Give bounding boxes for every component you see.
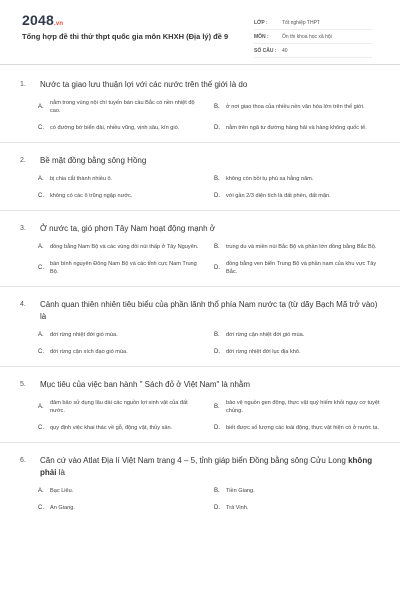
meta-value: Tốt nghiệp THPT bbox=[282, 19, 320, 26]
question-text: Ở nước ta, gió phơn Tây Nam hoạt động mạnh ở bbox=[40, 224, 216, 233]
option-letter: A. bbox=[38, 332, 44, 338]
header bbox=[0, 0, 400, 65]
option-text: nằm trong vùng nội chí tuyến bán cầu Bắc có nền nhiệt độ cao. bbox=[50, 100, 195, 114]
option-c[interactable] bbox=[38, 348, 204, 356]
option-text: quy định việc khai thác về gỗ, động vật, thủy sản. bbox=[50, 425, 173, 431]
meta-row-class bbox=[254, 16, 372, 30]
meta-label: SỐ CÂU : bbox=[254, 47, 277, 54]
divider bbox=[0, 366, 400, 367]
option-text: biết được số lượng các loài động, thực vật hiện có ở nước ta. bbox=[226, 425, 380, 431]
option-c[interactable] bbox=[38, 124, 204, 132]
option-text: đới rừng cận xích đạo gió mùa. bbox=[50, 349, 128, 355]
option-d[interactable] bbox=[214, 260, 380, 276]
option-letter: C. bbox=[38, 425, 44, 431]
option-b[interactable] bbox=[214, 331, 380, 339]
meta-value: Ôn thi khoa học xã hội bbox=[282, 33, 332, 40]
option-letter: D. bbox=[214, 349, 220, 355]
option-text: có đường bờ biển dài, nhiều vũng, vịnh sâu, kín gió. bbox=[50, 125, 180, 131]
logo-suffix: .vn bbox=[53, 21, 64, 27]
option-text: đới rừng nhiệt đới gió mùa. bbox=[50, 332, 118, 338]
option-text: không còn bồi tụ phù sa hằng năm. bbox=[226, 176, 314, 182]
option-letter: B. bbox=[214, 176, 220, 182]
option-a[interactable] bbox=[38, 99, 204, 115]
option-grid bbox=[20, 399, 380, 432]
option-letter: B. bbox=[214, 404, 220, 410]
option-b[interactable] bbox=[214, 99, 380, 115]
option-text: đới rừng nhiệt đới lục địa khô. bbox=[226, 349, 301, 355]
option-letter: B. bbox=[214, 332, 220, 338]
meta-value: 40 bbox=[282, 47, 288, 54]
question bbox=[20, 155, 380, 211]
option-letter: D. bbox=[214, 505, 220, 511]
option-d[interactable] bbox=[214, 124, 380, 132]
option-letter: C. bbox=[38, 193, 44, 199]
question-number: 2. bbox=[20, 157, 26, 164]
meta-label: LỚP : bbox=[254, 19, 268, 26]
option-letter: C. bbox=[38, 349, 44, 355]
option-text: đảm bảo sử dụng lâu dài các nguồn lợi sinh vật của đất nước. bbox=[50, 400, 188, 414]
option-text: bán bình nguyên Đông Nam Bộ và các tỉnh cực Nam Trung Bộ. bbox=[50, 261, 197, 275]
option-a[interactable] bbox=[38, 175, 204, 183]
option-letter: D. bbox=[214, 125, 220, 131]
question bbox=[20, 223, 380, 287]
option-d[interactable] bbox=[214, 424, 380, 432]
option-text: bảo vệ nguồn gen động, thực vật quý hiếm khỏi nguy cơ tuyệt chủng. bbox=[226, 400, 380, 414]
page-title: Tổng hợp đề thi thử thpt quốc gia môn KHXH (Địa lý) đề 9 bbox=[22, 32, 229, 41]
option-text: ở nơi giao thoa của nhiều nền văn hóa lớn trên thế giới. bbox=[226, 104, 365, 110]
option-letter: A. bbox=[38, 244, 44, 250]
question bbox=[20, 379, 380, 443]
option-letter: C. bbox=[38, 125, 44, 131]
meta-row-count bbox=[254, 44, 372, 58]
option-c[interactable] bbox=[38, 192, 204, 200]
option-text: đới rừng cận nhiệt đới gió mùa. bbox=[226, 332, 305, 338]
option-b[interactable] bbox=[214, 243, 380, 251]
option-text: trung du và miền núi Bắc Bộ và phần lớn đồng bằng Bắc Bộ. bbox=[226, 244, 377, 250]
option-letter: D. bbox=[214, 193, 220, 199]
question-number: 3. bbox=[20, 225, 26, 232]
divider bbox=[0, 286, 400, 287]
option-a[interactable] bbox=[38, 331, 204, 339]
question-text: Bề mặt đồng bằng sông Hồng bbox=[40, 156, 147, 165]
question bbox=[20, 455, 380, 512]
exam-meta bbox=[254, 16, 372, 58]
question-text-emphasis: không phải bbox=[40, 456, 373, 477]
question-number: 4. bbox=[20, 301, 26, 308]
option-b[interactable] bbox=[214, 399, 380, 415]
option-d[interactable] bbox=[214, 348, 380, 356]
option-letter: B. bbox=[214, 488, 220, 494]
option-c[interactable] bbox=[38, 260, 204, 276]
question-text-part: là bbox=[56, 468, 65, 477]
logo-text: 2048 bbox=[22, 12, 54, 28]
option-text: với gần 2/3 diện tích là đất phèn, đất mặn. bbox=[226, 193, 331, 199]
question-text: Mục tiêu của việc ban hành " Sách đỏ ở Việt Nam" là nhằm bbox=[40, 380, 251, 389]
option-a[interactable] bbox=[38, 243, 204, 251]
question-number: 5. bbox=[20, 381, 26, 388]
question-number: 6. bbox=[20, 457, 26, 464]
option-letter: A. bbox=[38, 404, 44, 410]
site-logo[interactable] bbox=[22, 12, 63, 28]
question-list bbox=[0, 65, 400, 512]
question-text-part: Căn cứ vào Atlat Địa lí Việt Nam trang 4 – 5, tỉnh giáp biển Đồng bằng sông Cửu Long bbox=[40, 456, 349, 465]
option-grid bbox=[20, 331, 380, 356]
option-grid bbox=[20, 243, 380, 276]
option-letter: B. bbox=[214, 244, 220, 250]
question bbox=[20, 299, 380, 367]
option-text: bị chia cắt thành nhiều ô. bbox=[50, 176, 113, 182]
option-letter: A. bbox=[38, 488, 44, 494]
option-d[interactable] bbox=[214, 192, 380, 200]
option-text: Tiền Giang. bbox=[226, 488, 255, 494]
option-letter: B. bbox=[214, 104, 220, 110]
option-text: An Giang. bbox=[50, 505, 75, 511]
option-grid bbox=[20, 99, 380, 132]
option-c[interactable] bbox=[38, 424, 204, 432]
question-number: 1. bbox=[20, 81, 26, 88]
option-a[interactable] bbox=[38, 399, 204, 415]
option-a[interactable] bbox=[38, 487, 204, 495]
divider bbox=[0, 442, 400, 443]
option-letter: D. bbox=[214, 265, 220, 271]
option-c[interactable] bbox=[38, 504, 204, 512]
option-grid bbox=[20, 487, 380, 512]
question-text bbox=[40, 455, 380, 479]
divider bbox=[0, 210, 400, 211]
option-letter: A. bbox=[38, 176, 44, 182]
option-d[interactable] bbox=[214, 504, 380, 512]
question bbox=[20, 79, 380, 143]
question-text: Nước ta giao lưu thuận lợi với các nước trên thế giới là do bbox=[40, 80, 248, 89]
option-b[interactable] bbox=[214, 487, 380, 495]
option-text: Trà Vinh. bbox=[226, 505, 249, 511]
option-text: Bạc Liêu. bbox=[50, 488, 74, 494]
option-letter: C. bbox=[38, 505, 44, 511]
option-b[interactable] bbox=[214, 175, 380, 183]
option-text: không có các ô trũng ngập nước. bbox=[50, 193, 133, 199]
option-grid bbox=[20, 175, 380, 200]
option-text: đồng bằng ven biển Trung Bộ và phần nam của khu vực Tây Bắc. bbox=[226, 261, 377, 275]
meta-row-subject bbox=[254, 30, 372, 44]
option-text: nằm trên ngã tư đường hàng hải và hàng không quốc tế. bbox=[226, 125, 367, 131]
meta-label: MÔN : bbox=[254, 33, 269, 40]
option-text: đồng bằng Nam Bộ và các vùng đồi núi thấp ở Tây Nguyên. bbox=[50, 244, 199, 250]
option-letter: D. bbox=[214, 425, 220, 431]
question-text: Cảnh quan thiên nhiên tiêu biểu của phần lãnh thổ phía Nam nước ta (từ dãy Bạch Mã trở vào) là bbox=[40, 300, 378, 321]
option-letter: A. bbox=[38, 104, 44, 110]
option-letter: C. bbox=[38, 265, 44, 271]
divider bbox=[0, 142, 400, 143]
